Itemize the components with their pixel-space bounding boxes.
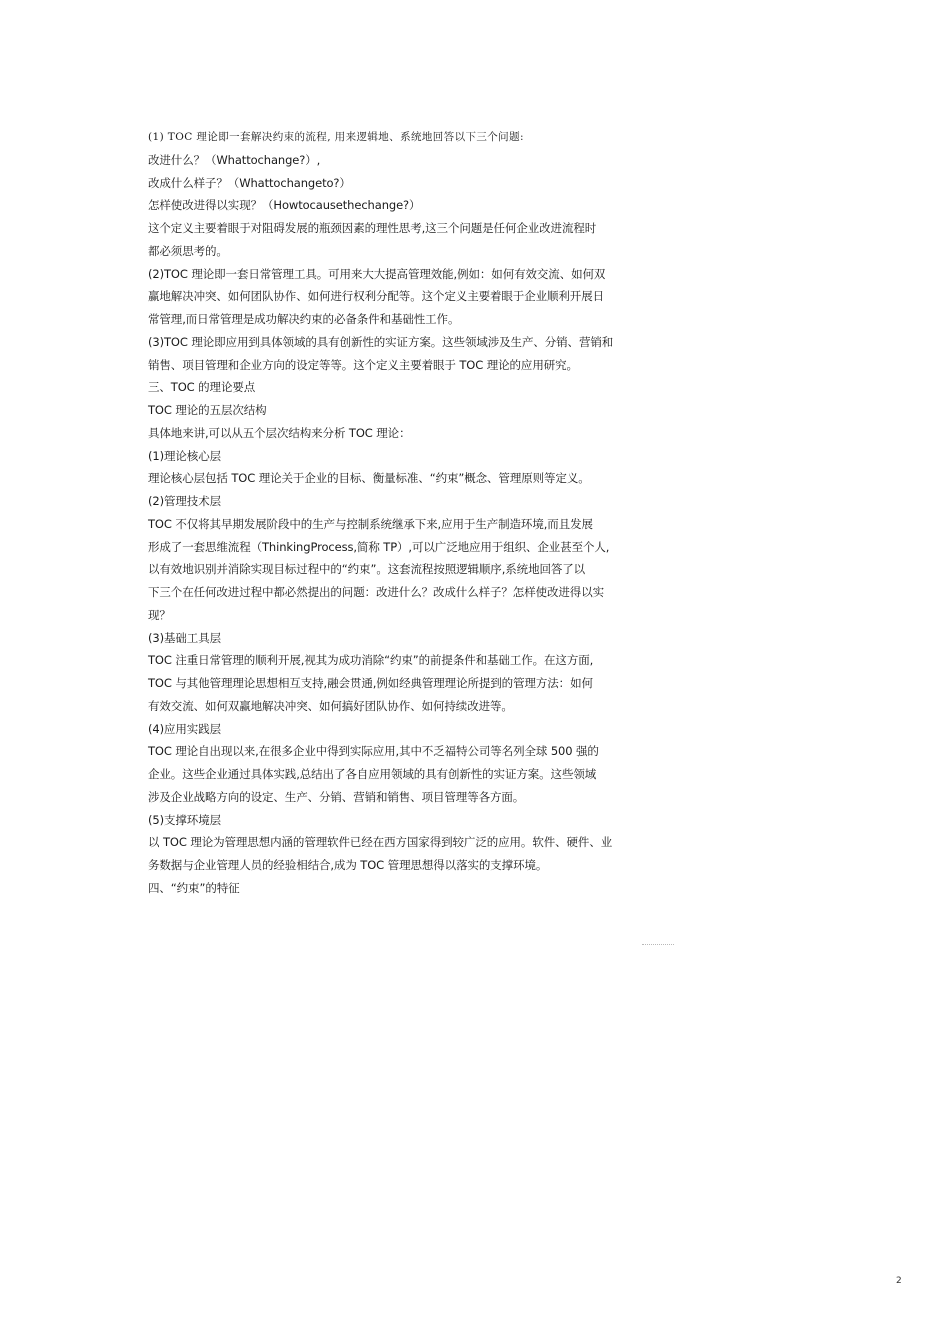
- text-line: TOC 与其他管理理论思想相互支持,融会贯通,例如经典管理理论所提到的管理方法：如何: [148, 676, 593, 690]
- text-line: 四、“约束”的特征: [148, 880, 240, 895]
- text-line: TOC 理论自出现以来,在很多企业中得到实际应用,其中不乏福特公司等名列全球 500 强的: [148, 744, 599, 759]
- text-line: 赢地解决冲突、如何团队协作、如何进行权利分配等。这个定义主要着眼于企业顺利开展日: [148, 289, 604, 304]
- text-line: 形成了一套思维流程（ThinkingProcess,简称 TP）,可以广泛地应用于组织、企业甚至个人,: [148, 539, 610, 554]
- text-line: 常管理,而日常管理是成功解决约束的必备条件和基础性工作。: [148, 312, 460, 326]
- text-line: (2)TOC 理论即一套日常管理工具。可用来大大提高管理效能,例如：如何有效交流、如何双: [148, 266, 606, 281]
- text-line: 这个定义主要着眼于对阻碍发展的瓶颈因素的理性思考,这三个问题是任何企业改进流程时: [148, 221, 597, 235]
- text-line: 现？: [148, 607, 171, 622]
- text-line: 三、TOC 的理论要点: [148, 380, 256, 395]
- text-line: TOC 理论的五层次结构: [148, 403, 267, 417]
- text-line: TOC 注重日常管理的顺利开展,视其为成功消除“约束”的前提条件和基础工作。在这方面,: [148, 653, 594, 668]
- text-line: (5)支撑环境层: [148, 812, 221, 827]
- text-line: 具体地来讲,可以从五个层次结构来分析 TOC 理论：: [148, 425, 411, 440]
- text-line: (1) TOC 理论即一套解决约束的流程, 用来逻辑地、系统地回答以下三个问题:: [148, 131, 524, 143]
- text-line: 务数据与企业管理人员的经验相结合,成为 TOC 管理思想得以落实的支撑环境。: [148, 858, 548, 872]
- document-body: [148, 126, 638, 900]
- text-line: 改成什么样子？（Whattochangeto?）: [148, 175, 351, 190]
- text-line: 涉及企业战略方向的设定、生产、分销、营销和销售、项目管理等各方面。: [148, 789, 525, 804]
- text-line: 都必须思考的。: [148, 243, 228, 258]
- text-line: 企业。这些企业通过具体实践,总结出了各自应用领域的具有创新性的实证方案。这些领域: [148, 767, 597, 781]
- text-line: (1)理论核心层: [148, 448, 221, 463]
- text-line: 下三个在任何改进过程中都必然提出的问题：改进什么？改成什么样子？怎样使改进得以实: [148, 585, 604, 599]
- text-line: 以 TOC 理论为管理思想内涵的管理软件已经在西方国家得到较广泛的应用。软件、硬件、业: [148, 835, 613, 850]
- text-line: (3)TOC 理论即应用到具体领域的具有创新性的实证方案。这些领域涉及生产、分销、营销和: [148, 334, 614, 349]
- text-line: 理论核心层包括 TOC 理论关于企业的目标、衡量标准、“约束”概念、管理原则等定义。: [148, 471, 590, 486]
- text-line: (4)应用实践层: [148, 721, 221, 736]
- text-line: 改进什么？（Whattochange?）,: [148, 152, 321, 167]
- text-line: TOC 不仅将其早期发展阶段中的生产与控制系统继承下来,应用于生产制造环境,而且发展: [148, 516, 593, 531]
- text-line: (3)基础工具层: [148, 630, 221, 645]
- text-line: 销售、项目管理和企业方向的设定等等。这个定义主要着眼于 TOC 理论的应用研究。: [148, 357, 578, 372]
- text-line: 怎样使改进得以实现？（Howtocausethechange?）: [148, 198, 421, 213]
- text-line: 以有效地识别并消除实现目标过程中的“约束”。这套流程按照逻辑顺序,系统地回答了以: [148, 562, 586, 577]
- decorative-dotted-line: [642, 944, 674, 945]
- page-number: 2: [896, 1276, 902, 1286]
- text-line: (2)管理技术层: [148, 494, 221, 508]
- text-line: 有效交流、如何双赢地解决冲突、如何搞好团队协作、如何持续改进等。: [148, 698, 513, 713]
